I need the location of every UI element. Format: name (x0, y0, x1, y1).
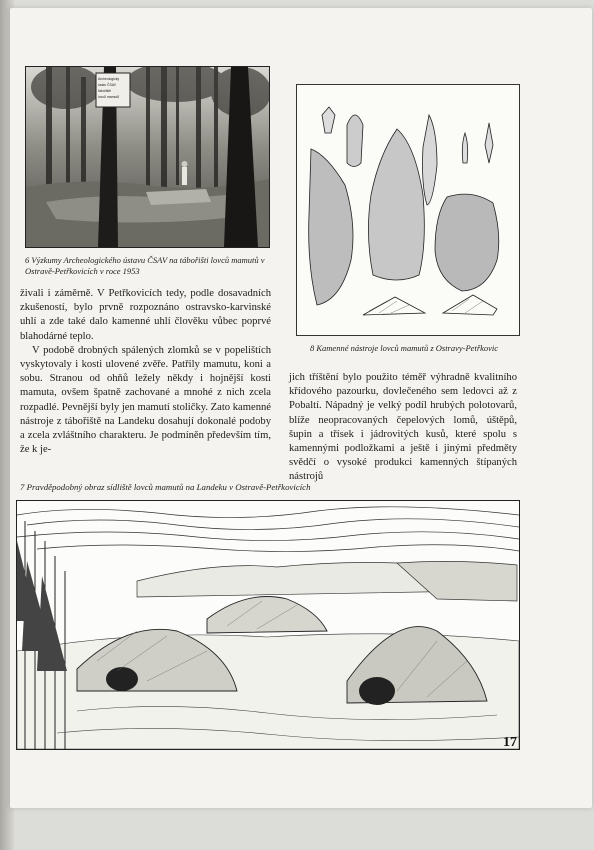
left-column-text (20, 287, 271, 457)
svg-text:Archeologický: Archeologický (98, 77, 120, 81)
right-column-text (289, 371, 517, 485)
svg-text:tábořiště: tábořiště (98, 89, 112, 93)
svg-text:lovců mamutů: lovců mamutů (98, 95, 120, 99)
figure-8-stone-tools-drawing (296, 84, 520, 336)
figure-7-settlement-illustration (16, 500, 520, 750)
right-paragraph-1: jich tříštění bylo použito téměř výhradně kvalitního křídového pazourku, dovlečeného sem ledovci až z Pobaltí. Nápadný je velký podíl hrubých polotovarů, blíže neopracovaných čepelových lomů, úštěpů, šupin a třísek i jádrovitých kusů, které spolu s kamennými podložkami a ještě i jinými předměty svědčí o vysoké produkci kamenných štípaných nástrojů (289, 372, 517, 483)
left-paragraph-1: živali i záměrně. V Petřkovicích tedy, podle dosavadních zkušeností, bylo prvně rozpoznáno ostravsko-karvinské uhlí a zde také dalo kamenné uhlí člověku vůbec poprvé blahodárné teplo. (20, 288, 271, 342)
figure-6-caption: 6 Výzkumy Archeologického ústavu ČSAV na tábořišti lovců mamutů v Ostravě-Petřkovicích v roce 1953 (25, 255, 265, 276)
figure-7-caption: 7 Pravděpodobný obraz sídliště lovců mamutů na Landeku v Ostravě-Petřkovicích (20, 482, 311, 492)
page-number: 17 (503, 735, 517, 750)
figure-8-caption: 8 Kamenné nástroje lovců mamutů z Ostravy-Petřkovic (310, 343, 499, 353)
figure-6-photo (25, 66, 270, 248)
left-paragraph-2: V podobě drobných spálených zlomků se v popelištích vyskytovaly i kosti ulovené zvěře. Patřily mamutu, koni a sobu. Stranou od ohňů ležely někdy i hojnější kosti mamuta, ovšem špatně zachované a mnohé z nich zcela rozpadlé. Pevnější byly jen mamutí stoličky. Zato kamenné nástroje z tábořiště na Landeku dosahují dokonalé podoby a zcela zvláštního charakteru. Je podmíněn především tím, že k je- (20, 344, 271, 456)
svg-text:ústav ČSAV: ústav ČSAV (98, 83, 117, 87)
